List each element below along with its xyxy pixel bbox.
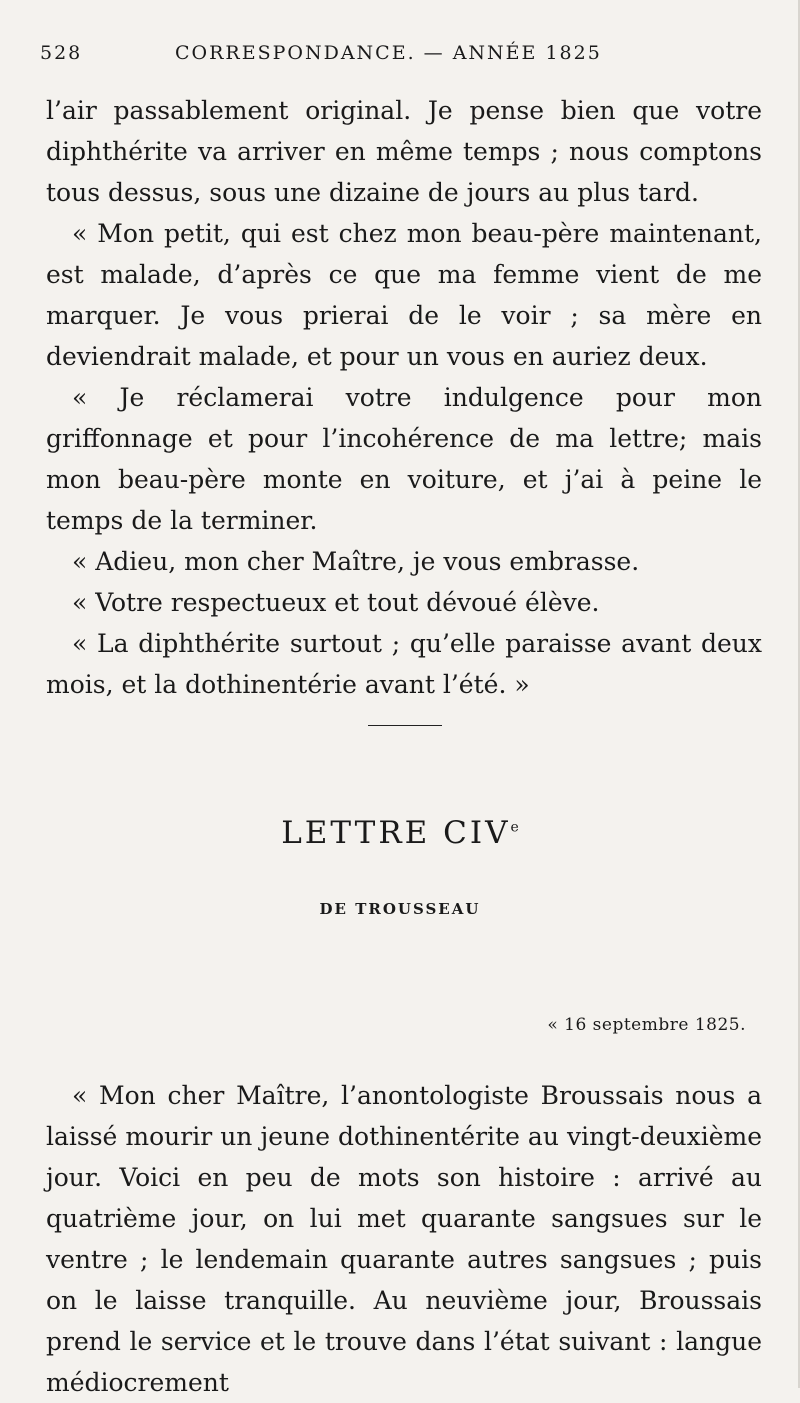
running-title: CORRESPONDANCE. — ANNÉE 1825 <box>175 42 602 64</box>
letter-number-suffix: e <box>510 819 519 836</box>
paragraph: « Votre respectueux et tout dévoué élève. <box>72 588 600 617</box>
previous-letter-text <box>46 90 762 705</box>
letter-heading <box>0 815 800 851</box>
paragraph: « Je réclamerai votre indulgence pour mon griffonnage et pour l’incohérence de ma lettre; mais mon beau-père monte en voiture, et j’ai à peine le temps de la terminer. <box>46 383 762 535</box>
letter-author: DE TROUSSEAU <box>319 900 481 918</box>
letter-date: « 16 septembre 1825. <box>547 1015 746 1035</box>
paragraph: « Adieu, mon cher Maître, je vous embrasse. <box>72 547 640 576</box>
letter-number: LETTRE CIV <box>281 815 511 851</box>
section-divider <box>368 725 442 726</box>
paragraph: « Mon cher Maître, l’anontologiste Broussais nous a laissé mourir un jeune dothinentérite au vingt-deuxième jour. Voici en peu de mots son histoire : arrivé au quatrième jour, on lui met quarante sangsues sur le ventre ; le lendemain quarante autres sangsues ; puis on le laisse tranquille. Au neuvième jour, Broussais prend le service et le trouve dans l’état suivant : langue médiocrement <box>46 1081 762 1397</box>
paragraph: « Mon petit, qui est chez mon beau-père maintenant, est malade, d’après ce que ma femme vient de me marquer. Je vous prierai de le voir ; sa mère en deviendrait malade, et pour un vous en auriez deux. <box>46 219 762 371</box>
paragraph: « La diphthérite surtout ; qu’elle paraisse avant deux mois, et la dothinentérie avant l’été. » <box>46 629 762 699</box>
paragraph: l’air passablement original. Je pense bien que votre diphthérite va arriver en même temps ; nous comptons tous dessus, sous une dizaine de jours au plus tard. <box>46 96 762 207</box>
letter-body <box>46 1075 762 1403</box>
page-number: 528 <box>40 42 83 64</box>
running-head <box>40 38 760 68</box>
